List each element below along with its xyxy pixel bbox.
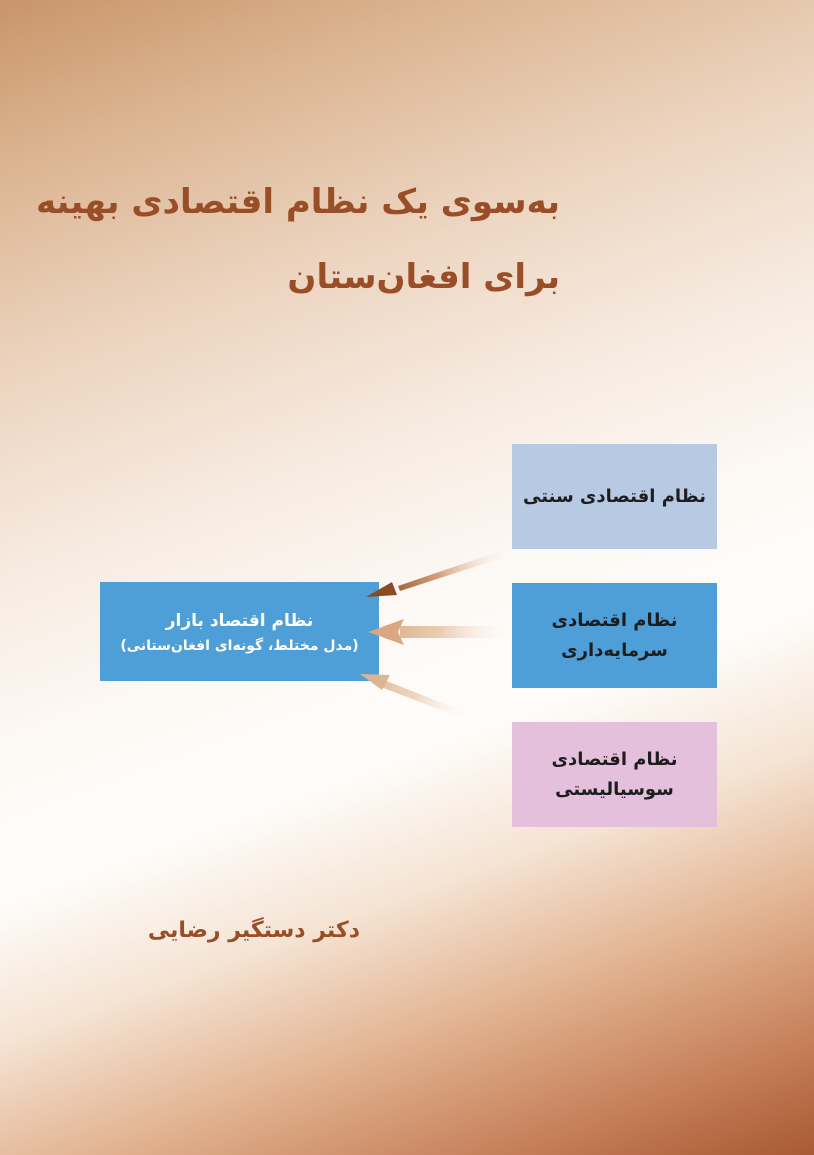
traditional-economy-label: نظام اقتصادی سنتی xyxy=(523,486,706,507)
author-name-text: دکتر دستگیر رضایی xyxy=(147,918,360,943)
socialist-economy-box xyxy=(512,722,717,827)
capitalist-economy-label-line-1: نظام اقتصادی xyxy=(551,609,678,631)
arrow-from-traditional xyxy=(366,548,511,597)
traditional-economy-box xyxy=(512,444,717,549)
title-line-2: برای افغان‌ستان xyxy=(287,257,560,297)
author-name xyxy=(100,918,360,943)
capitalist-economy-label-line-2: سرمایه‌داری xyxy=(561,639,668,661)
socialist-economy-label-line-2: سوسیالیستی xyxy=(555,778,674,800)
arrow-from-capitalist xyxy=(368,619,512,645)
market-economy-sublabel: (مدل مختلط، گونه‌ای افغان‌ستانی) xyxy=(120,637,359,654)
capitalist-economy-box xyxy=(512,583,717,688)
title-line-1: به‌سوی یک نظام اقتصادی بهینه xyxy=(35,182,560,222)
market-economy-label: نظام اقتصاد بازار xyxy=(165,610,314,631)
book-title xyxy=(35,165,560,315)
market-economy-box xyxy=(100,582,379,681)
socialist-economy-label-line-1: نظام اقتصادی xyxy=(551,748,678,770)
